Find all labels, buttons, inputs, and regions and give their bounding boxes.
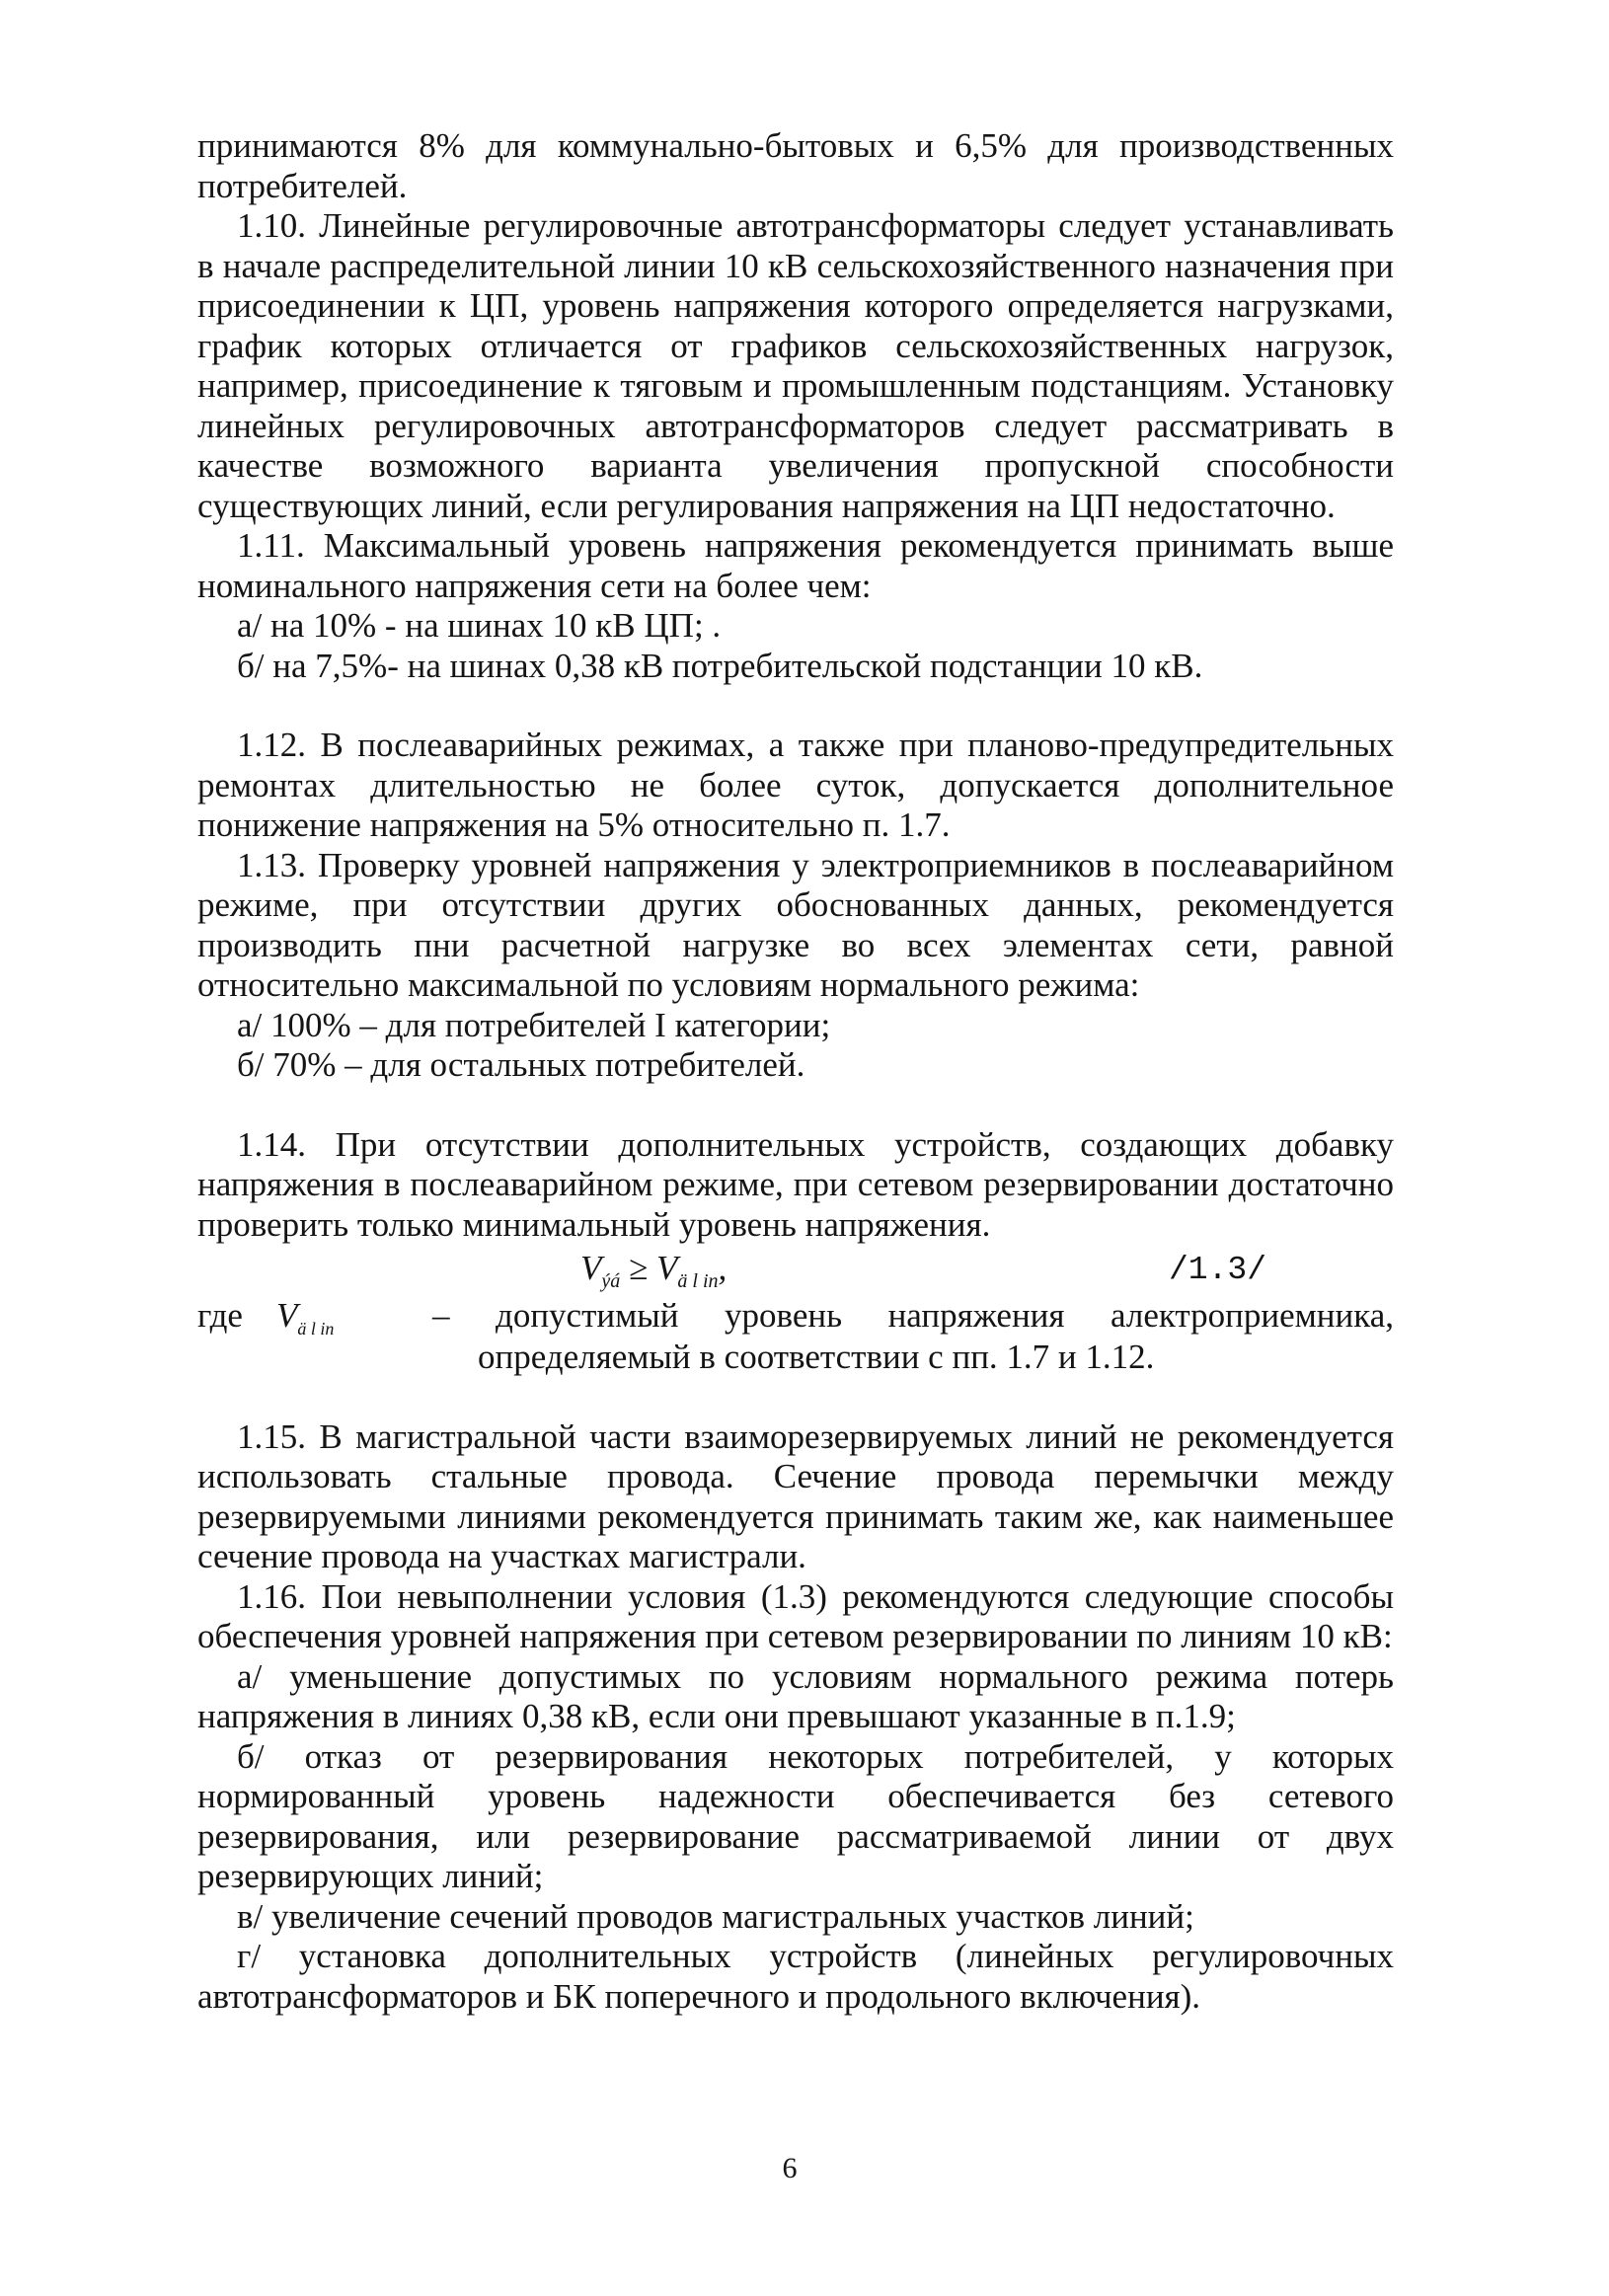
where-symbol: $V_{ä l in}$ bbox=[276, 1296, 335, 1339]
paragraph-1-10: 1.10. Линейные регулировочные автотрансформаторы следует устанавливать в начале распределительной линии 10 кВ сельскохозяйственного назначения при присоединении к ЦП, уровень напряжения которого определяется нагрузками, график которых отличается от графиков сельскохозяйственных нагрузок, например, присоединение к тяговым и промышленным подстанциям. Установку линейных регулировочных автотрансформаторов следует рассматривать в качестве возможного варианта увеличения пропускной способности существующих линий, если регулирования напряжения на ЦП недостаточно. bbox=[197, 206, 1394, 525]
paragraph-1-11: 1.11. Максимальный уровень напряжения рекомендуется принимать выше номинального напряжения сети на более чем: bbox=[197, 526, 1394, 605]
where-definition-continued: определяемый в соответствии с пп. 1.7 и 1.12. bbox=[478, 1338, 1155, 1376]
paragraph-1-16-item-v: в/ увеличение сечений проводов магистральных участков линий; bbox=[237, 1896, 1194, 1936]
formula: $V_{ýá} \ge V_{ä l in}$, bbox=[580, 1249, 728, 1292]
where-row bbox=[197, 1296, 1394, 1338]
paragraph-1-13-item-a: а/ 100% – для потребителей I категории; bbox=[237, 1005, 831, 1044]
paragraph-1-16-item-a: а/ уменьшение допустимых по условиям нормального режима потерь напряжения в линиях 0,38 кВ, если они превышают указанные в п.1.9; bbox=[197, 1656, 1394, 1735]
paragraph-1-14: 1.14. При отсутствии дополнительных устройств, создающих добавку напряжения в послеаварийном режиме, при сетевом резервировании достаточно проверить только минимальный уровень напряжения. bbox=[197, 1124, 1394, 1244]
where-label: где bbox=[197, 1296, 243, 1335]
paragraph-1-11-item-a: а/ на 10% - на шинах 10 кВ ЦП; . bbox=[237, 606, 722, 645]
paragraph-1-16-item-b: б/ отказ от резервирования некоторых потребителей, у которых нормированный уровень надежности обеспечивается без сетевого резервирования, или резервирование рассматриваемой линии от двух резервирующих линий; bbox=[197, 1736, 1394, 1895]
spacer bbox=[197, 1378, 1394, 1417]
formula-row bbox=[197, 1249, 1394, 1292]
paragraph-intro: принимаются 8% для коммунально-бытовых и 6,5% для производственных потребителей. bbox=[197, 126, 1394, 205]
paragraph-1-13-item-b: б/ 70% – для остальных потребителей. bbox=[237, 1045, 805, 1084]
spacer bbox=[197, 1086, 1394, 1125]
paragraph-1-13: 1.13. Проверку уровней напряжения у электроприемников в послеаварийном режиме, при отсутствии других обоснованных данных, рекомендуется производить пни расчетной нагрузке во всех элементах сети, равной относительно максимальной по условиям нормального режима: bbox=[197, 845, 1394, 1004]
paragraph-1-12: 1.12. В послеаварийных режимах, а также при планово-предупредительных ремонтах длительностью не более суток, допускается дополнительное понижение напряжения на 5% относительно п. 1.7. bbox=[197, 726, 1394, 844]
paragraph-1-16: 1.16. Пои невыполнении условия (1.3) рекомендуются следующие способы обеспечения уровней напряжения при сетевом резервировании по линиям 10 кВ: bbox=[197, 1576, 1394, 1655]
paragraph-1-16-item-g: г/ установка дополнительных устройств (линейных регулировочных автотрансформаторов и БК поперечного и продольного включения). bbox=[197, 1937, 1394, 2016]
page-number: 6 bbox=[782, 2152, 798, 2184]
body-text bbox=[197, 126, 1394, 2017]
formula-number: /1.3/ bbox=[1169, 1252, 1267, 1288]
where-definition: – допустимый уровень напряжения алектроприемника, bbox=[432, 1296, 1394, 1335]
spacer bbox=[197, 686, 1394, 726]
paragraph-1-11-item-b: б/ на 7,5%- на шинах 0,38 кВ потребительской подстанции 10 кВ. bbox=[237, 646, 1203, 685]
paragraph-1-15: 1.15. В магистральной части взаиморезервируемых линий не рекомендуется использовать стальные провода. Сечение провода перемычки между резервируемыми линиями рекомендуется принимать таким же, как наименьшее сечение провода на участках магистрали. bbox=[197, 1416, 1394, 1575]
